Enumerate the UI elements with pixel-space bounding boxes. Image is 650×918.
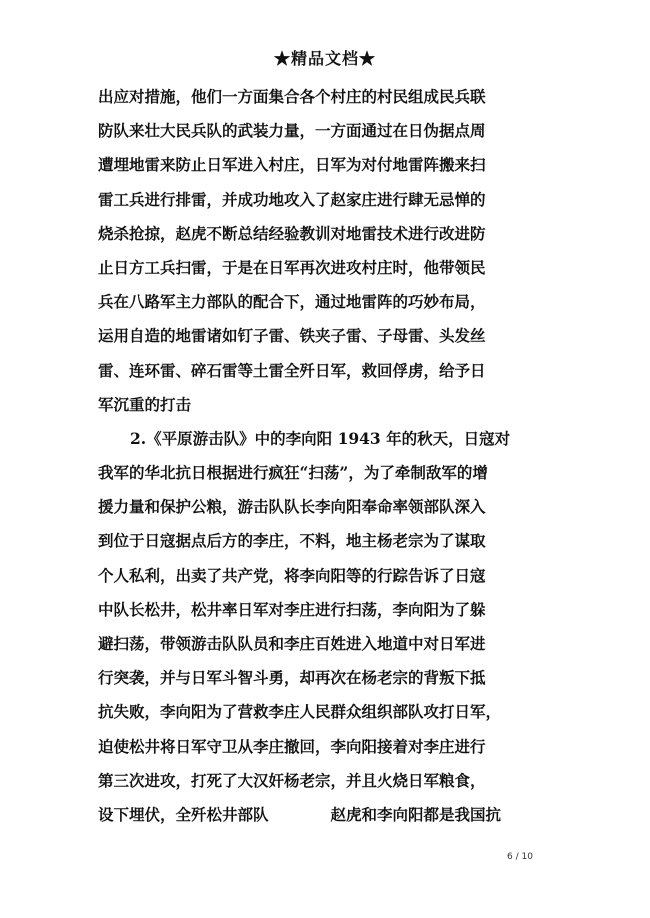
text-line: 雷工兵进行排雷，并成功地攻入了赵家庄进行肆无忌惮的 bbox=[98, 189, 486, 209]
text-line: 防队来壮大民兵队的武装力量，一方面通过在日伪据点周 bbox=[98, 121, 486, 141]
document-body bbox=[98, 80, 558, 832]
text-line: 个人私利，出卖了共产党，将李向阳等的行踪告诉了日寇 bbox=[98, 565, 486, 585]
text-line: 迫使松井将日军守卫从李庄撤回，李向阳接着对李庄进行 bbox=[98, 736, 486, 756]
text-line: 兵在八路军主力部队的配合下，通过地雷阵的巧妙布局， bbox=[98, 292, 486, 312]
text-line: 遭埋地雷来防止日军进入村庄，日军为对付地雷阵搬来扫 bbox=[98, 155, 486, 175]
text-line: 出应对措施，他们一方面集合各个村庄的村民组成民兵联 bbox=[98, 87, 486, 106]
text-line: 行突袭，并与日军斗智斗勇，却再次在杨老宗的背叛下抵 bbox=[98, 668, 486, 688]
text-line: 烧杀抢掠，赵虎不断总结经验教训对地雷技术进行改进防 bbox=[98, 223, 486, 243]
text-line: 运用自造的地雷诸如钉子雷、铁夹子雷、子母雷、头发丝 bbox=[98, 326, 486, 346]
text-line: 雷、连环雷、碎石雷等土雷全歼日军，救回俘虏，给予日 bbox=[98, 360, 486, 380]
text-line: 中队长松井，松井率日军对李庄进行扫荡，李向阳为了躲 bbox=[98, 599, 486, 619]
text-line: 援力量和保护公粮，游击队队长李向阳奉命率领部队深入 bbox=[98, 497, 486, 517]
text-line: 止日方工兵扫雷，于是在日军再次进攻村庄时，他带领民 bbox=[98, 257, 486, 277]
text-line: 抗失败，李向阳为了营救李庄人民群众组织部队攻打日军， bbox=[98, 702, 502, 722]
text-line: 军沉重的打击 bbox=[98, 394, 192, 414]
paragraph-start-line: 2.《平原游击队》中的李向阳 1943 年的秋天，日寇对 bbox=[130, 428, 511, 448]
document-header-title: ★精品文档★ bbox=[273, 49, 376, 68]
text-line: 我军的华北抗日根据进行疯狂“扫荡”，为了牵制敌军的增 bbox=[98, 463, 488, 483]
text-line: 避扫荡，带领游击队队员和李庄百姓进入地道中对日军进 bbox=[98, 634, 486, 653]
page-number: 6 / 10 bbox=[507, 852, 533, 862]
text-line: 到位于日寇据点后方的李庄，不料，地主杨老宗为了谋取 bbox=[98, 531, 486, 551]
text-line: 第三次进攻，打死了大汉奸杨老宗，并且火烧日军粮食， bbox=[98, 770, 486, 790]
text-line: 设下埋伏，全歼松井部队 赵虎和李向阳都是我国抗 bbox=[98, 804, 502, 824]
